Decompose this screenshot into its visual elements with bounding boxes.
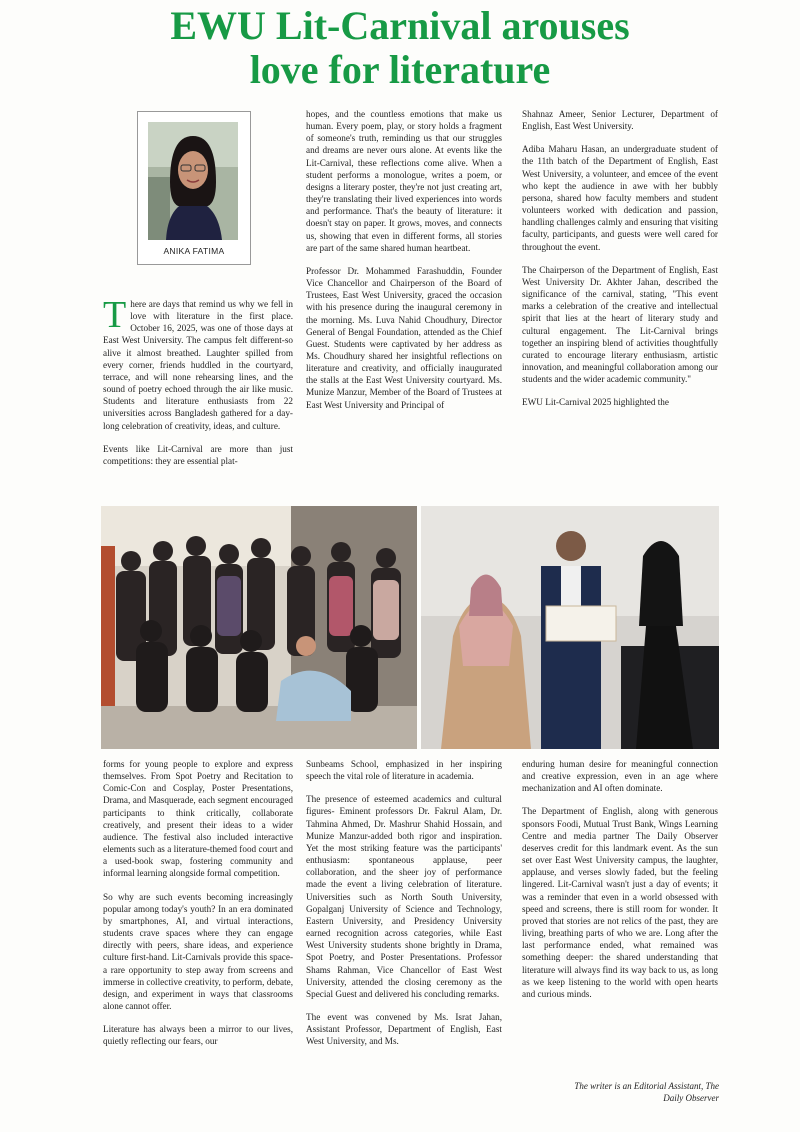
headline-line-2: love for literature xyxy=(249,47,551,92)
paragraph: forms for young people to explore and express themselves. From Spot Poetry and Recitation to Comic-Con and Cosplay, Poster Presentations, Drama, and Masquerade, each segment encouraged participants to think critically, collaborate creatively, and present their ideas to a wider audience. The festival also included interactive elements such as a literature-themed food court and a used-book swap, fostering community and informal learning alongside formal competition. xyxy=(103,759,293,879)
paragraph: Events like Lit-Carnival are more than just competitions: they are essential plat- xyxy=(103,443,293,466)
paragraph: The Department of English, along with generous sponsors Foodi, Mutual Trust Bank, Wings Learning Centre and media partner The Daily Observer deserves credit for this landmark event. As the sun set over East West University campus, the laughter, applause, and verses slowly faded, but the feeling lingered. Lit-Carnival wasn't just a day of events; it was a reminder that even in a world obsessed with speed and screens, there is still room for wonder. It proved that stories are not relics of the past, they are living, breathing parts of who we are. Long after the last performance ended, what remained was something deeper: the shared understanding that literature will always find its way back to us, as long as we keep listening to the world with open hearts and curious minds. xyxy=(522,806,718,999)
headline-line-1: EWU Lit-Carnival arouses xyxy=(170,3,630,48)
writer-note-line-2: Daily Observer xyxy=(663,1093,719,1103)
ceremony-photo xyxy=(421,506,719,749)
column-2-top xyxy=(306,108,502,411)
author-byline: ANIKA FATIMA xyxy=(163,246,225,256)
paragraph: here are days that remind us why we fell in love with literature in the first place. October 16, 2025, was one of those days at East West University. The campus felt different-so alive it almost breathed. Laughter spilled from every corner, friends huddled in the courtyard, terrace, and will none rehearsing lines, and the sound of poetry echoed through the air like music. Students and literature enthusiasts from 22 universities across Bangladesh gathered for a day-long celebration of creativity, ideas, and culture. xyxy=(103,299,293,431)
paragraph: The presence of esteemed academics and cultural figures- Eminent professors Dr. Fakrul Alam, Dr. Tahmina Ahmed, Dr. Mashrur Shahid Hossain, and Munize Manzur-added both rigor and inspiration. Yet the most striking feature was the participants' enthusiasm: spontaneous applause, peer collaboration, and the sheer joy of performance made the event a living celebration of literature. Universities such as North South University, Gopalganj University of Science and Technology, Eastern University, and Presidency University earned recognition across categories, while East West University students shone brightly in Drama, Spot Poetry, and Poster Presentations. Professor Shams Rahman, Vice Chancellor of East West University, attended the closing ceremony as the Special Guest and delivered his concluding remarks. xyxy=(306,794,502,999)
paragraph: EWU Lit-Carnival 2025 highlighted the xyxy=(522,397,669,408)
paragraph: enduring human desire for meaningful connection and creative expression, even in an age where mechanization and AI often dominate. xyxy=(522,759,718,794)
writer-note xyxy=(529,1080,719,1104)
paragraph: hopes, and the countless emotions that make us human. Every poem, play, or story holds a fragment of someone's truth, reminding us that our struggles and dreams are never ours alone. At events like the Lit-Carnival, these reflections come alive. When a student performs a monologue, writes a poem, or designs a literary poster, they're not just creating art, they're translating their lived experiences into words and performance. That's the beauty of literature: it doesn't stay on paper. It grows, moves, and connects us, showing that even in different forms, all stories are part of the same shared human heartbeat. xyxy=(306,109,502,253)
paragraph: Adiba Maharu Hasan, an undergraduate student of the 11th batch of the Department of English, East West University, a volunteer, and emcee of the event who kept the audience in awe with her bubbly persona, shared how faculty members and student volunteers worked with dedication and passion, handling challenges calmly and ensuring that visiting faculty, participants, and guests were well cared for throughout the event. xyxy=(522,144,718,252)
column-1-bottom xyxy=(103,758,293,1047)
column-3-bottom xyxy=(522,758,718,1000)
writer-note-line-1: The writer is an Editorial Assistant, The xyxy=(574,1081,719,1091)
column-2-bottom xyxy=(306,758,502,1047)
headline xyxy=(60,4,740,92)
paragraph: Professor Dr. Mohammed Farashuddin, Founder Vice Chancellor and Chairperson of the Board of Trustees, East West University, graced the occasion with his presence during the inaugural ceremony in the morning. Ms. Luva Nahid Choudhury, Director General of Bengal Foundation, attended as the Chief Guest. Students were captivated by her address as Ms. Choudhury shared her insightful reflections on literature and creativity, and officially inaugurated the stalls at the East West University courtyard. Ms. Munize Manzur, Member of the Board of Trustees at East West University and Principal of xyxy=(306,265,502,410)
paragraph: The Chairperson of the Department of English, East West University Dr. Akhter Jahan, described the significance of the carnival, stating, "This event marks a celebration of the creative and intellectual spirit that lies at the heart of literary study and cultural engagement. The Lit-Carnival brings together an inspiring blend of activities thoughtfully curated to encourage literary enthusiasm, artistic innovation, and meaningful collaboration among our students and the wider academic community." xyxy=(522,264,718,385)
paragraph: Shahnaz Ameer, Senior Lecturer, Department of English, East West University. xyxy=(522,109,718,132)
drop-cap: T xyxy=(103,294,127,336)
author-portrait-box xyxy=(137,111,251,265)
group-photo xyxy=(101,506,417,749)
paragraph: The event was convened by Ms. Israt Jahan, Assistant Professor, Department of English, East West University, and Ms. xyxy=(306,1011,502,1047)
column-1-top xyxy=(103,294,293,467)
paragraph: So why are such events becoming increasingly popular among today's youth? In an era dominated by smartphones, AI, and virtual interactions, students crave spaces where they can engage directly with peers, share ideas, and experience culture first-hand. Lit-Carnivals provide this space-a rare opportunity to step away from screens and immerse in collective creativity, to perform, debate, design, and experiment in ways that classrooms alone cannot offer. xyxy=(103,891,293,1011)
paragraph: Sunbeams School, emphasized in her inspiring speech the vital role of literature in academia. xyxy=(306,759,502,782)
column-3-top xyxy=(522,108,718,408)
paragraph: Literature has always been a mirror to our lives, quietly reflecting our fears, our xyxy=(103,1024,293,1047)
author-photo xyxy=(148,122,238,240)
